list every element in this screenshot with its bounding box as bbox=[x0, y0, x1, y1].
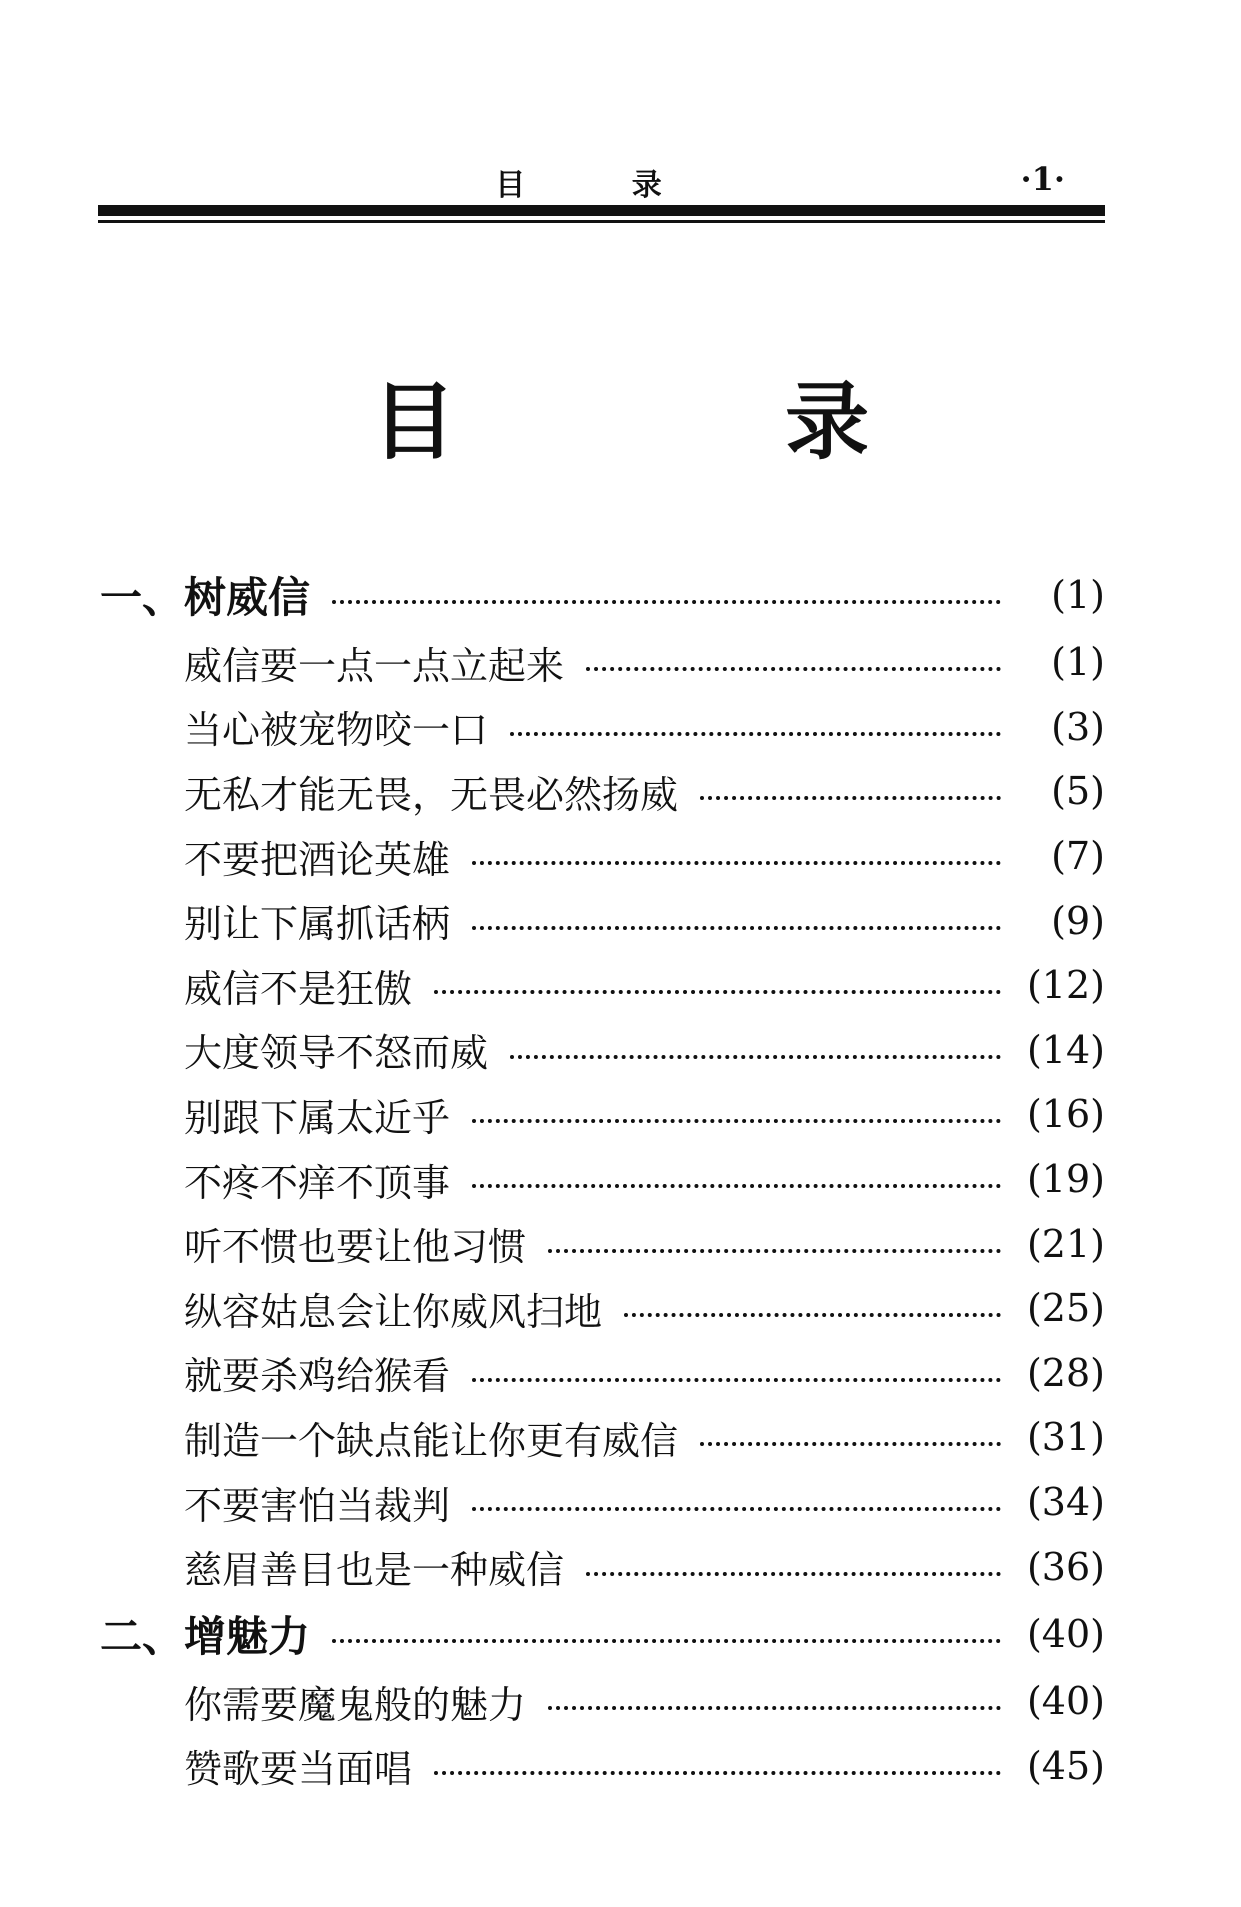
toc-entry-row bbox=[100, 1211, 1105, 1276]
toc-entry-row bbox=[100, 759, 1105, 824]
toc-entry-row bbox=[100, 1147, 1105, 1212]
toc-dot-leader bbox=[472, 1184, 1001, 1188]
toc-page-number: (5) bbox=[1051, 769, 1105, 814]
toc-entry-title: 别跟下属太近乎 bbox=[184, 1095, 451, 1140]
toc-entry-title: 无私才能无畏，无畏必然扬威 bbox=[184, 772, 679, 817]
toc-dot-leader bbox=[472, 1119, 1001, 1123]
toc-dot-leader bbox=[332, 1639, 1001, 1643]
toc-dot-leader bbox=[510, 1055, 1001, 1059]
toc-page-number: (3) bbox=[1051, 704, 1105, 749]
toc-entry-title: 纵容姑息会让你威风扫地 bbox=[184, 1289, 603, 1334]
toc-entry-row bbox=[100, 1276, 1105, 1341]
toc-entry-title: 制造一个缺点能让你更有威信 bbox=[184, 1418, 679, 1463]
running-head-page-number: ·1· bbox=[1020, 160, 1065, 198]
toc-entry-title: 大度领导不怒而威 bbox=[184, 1031, 489, 1076]
toc-section-title: 一、树威信 bbox=[100, 573, 311, 622]
toc-dot-leader bbox=[472, 1378, 1001, 1382]
toc-entry-title: 慈眉善目也是一种威信 bbox=[184, 1548, 565, 1593]
toc-section-title: 二、增魅力 bbox=[100, 1611, 311, 1661]
toc-entry-row bbox=[100, 1669, 1105, 1734]
toc-entry-row bbox=[100, 1734, 1105, 1799]
toc-entry-row bbox=[100, 824, 1105, 889]
toc-page-number: (1) bbox=[1051, 640, 1105, 685]
toc-entry-row bbox=[100, 1534, 1105, 1599]
toc-entry-row bbox=[100, 888, 1105, 953]
toc-entry-row bbox=[100, 1405, 1105, 1470]
toc-section-row bbox=[100, 560, 1105, 630]
toc-section-row bbox=[100, 1599, 1105, 1669]
toc-dot-leader bbox=[586, 667, 1001, 671]
toc-entry-row bbox=[100, 1341, 1105, 1406]
toc-entry-title: 不疼不痒不顶事 bbox=[184, 1160, 451, 1205]
toc-page-number: (16) bbox=[1026, 1092, 1105, 1137]
toc-entry-row bbox=[100, 630, 1105, 695]
toc-page-number: (1) bbox=[1051, 573, 1105, 617]
toc-dot-leader bbox=[510, 732, 1001, 736]
toc-page-number: (31) bbox=[1026, 1415, 1105, 1460]
toc-page-number: (14) bbox=[1026, 1027, 1105, 1072]
toc-entry-row bbox=[100, 1470, 1105, 1535]
toc-entry-title: 不要把酒论英雄 bbox=[184, 837, 451, 882]
toc-entry-title: 威信要一点一点立起来 bbox=[184, 643, 565, 688]
toc-page-number: (9) bbox=[1051, 898, 1105, 943]
toc-entry-title: 赞歌要当面唱 bbox=[184, 1747, 413, 1792]
toc-dot-leader bbox=[548, 1249, 1001, 1253]
toc-entry-title: 就要杀鸡给猴看 bbox=[184, 1354, 451, 1399]
toc-page-number: (40) bbox=[1026, 1679, 1105, 1724]
table-of-contents bbox=[100, 560, 1105, 1798]
toc-entry-row bbox=[100, 1082, 1105, 1147]
toc-page-number: (45) bbox=[1026, 1743, 1105, 1788]
toc-entry-title: 当心被宠物咬一口 bbox=[184, 708, 489, 753]
toc-entry-title: 不要害怕当裁判 bbox=[184, 1483, 451, 1528]
toc-page-number: (25) bbox=[1026, 1286, 1105, 1331]
toc-dot-leader bbox=[434, 1771, 1001, 1775]
toc-entry-title: 别让下属抓话柄 bbox=[184, 902, 451, 947]
header-rule-thick bbox=[98, 205, 1105, 216]
toc-page-number: (12) bbox=[1026, 963, 1105, 1008]
toc-page-number: (36) bbox=[1026, 1544, 1105, 1589]
header-rule-thin bbox=[98, 220, 1105, 223]
toc-dot-leader bbox=[434, 990, 1001, 994]
toc-entry-row bbox=[100, 953, 1105, 1018]
running-head bbox=[100, 160, 1105, 203]
toc-dot-leader bbox=[472, 861, 1001, 865]
toc-entry-title: 威信不是狂傲 bbox=[184, 966, 413, 1011]
toc-dot-leader bbox=[586, 1572, 1001, 1576]
toc-page-number: (28) bbox=[1026, 1350, 1105, 1395]
toc-page-number: (19) bbox=[1026, 1157, 1105, 1202]
toc-page-number: (21) bbox=[1026, 1221, 1105, 1266]
toc-dot-leader bbox=[332, 600, 1001, 604]
page-title: 目 录 bbox=[371, 372, 1020, 471]
toc-dot-leader bbox=[700, 796, 1001, 800]
toc-dot-leader bbox=[548, 1706, 1001, 1710]
toc-dot-leader bbox=[472, 926, 1001, 930]
toc-page-number: (7) bbox=[1051, 834, 1105, 879]
toc-entry-row bbox=[100, 695, 1105, 760]
toc-dot-leader bbox=[700, 1442, 1001, 1446]
toc-dot-leader bbox=[472, 1507, 1001, 1511]
toc-entry-title: 听不惯也要让他习惯 bbox=[184, 1225, 527, 1270]
toc-entry-row bbox=[100, 1018, 1105, 1083]
toc-page-number: (40) bbox=[1026, 1611, 1105, 1656]
toc-entry-title: 你需要魔鬼般的魅力 bbox=[184, 1682, 527, 1727]
toc-page-number: (34) bbox=[1026, 1480, 1105, 1525]
running-head-title: 目 录 bbox=[495, 168, 710, 203]
toc-dot-leader bbox=[624, 1313, 1001, 1317]
